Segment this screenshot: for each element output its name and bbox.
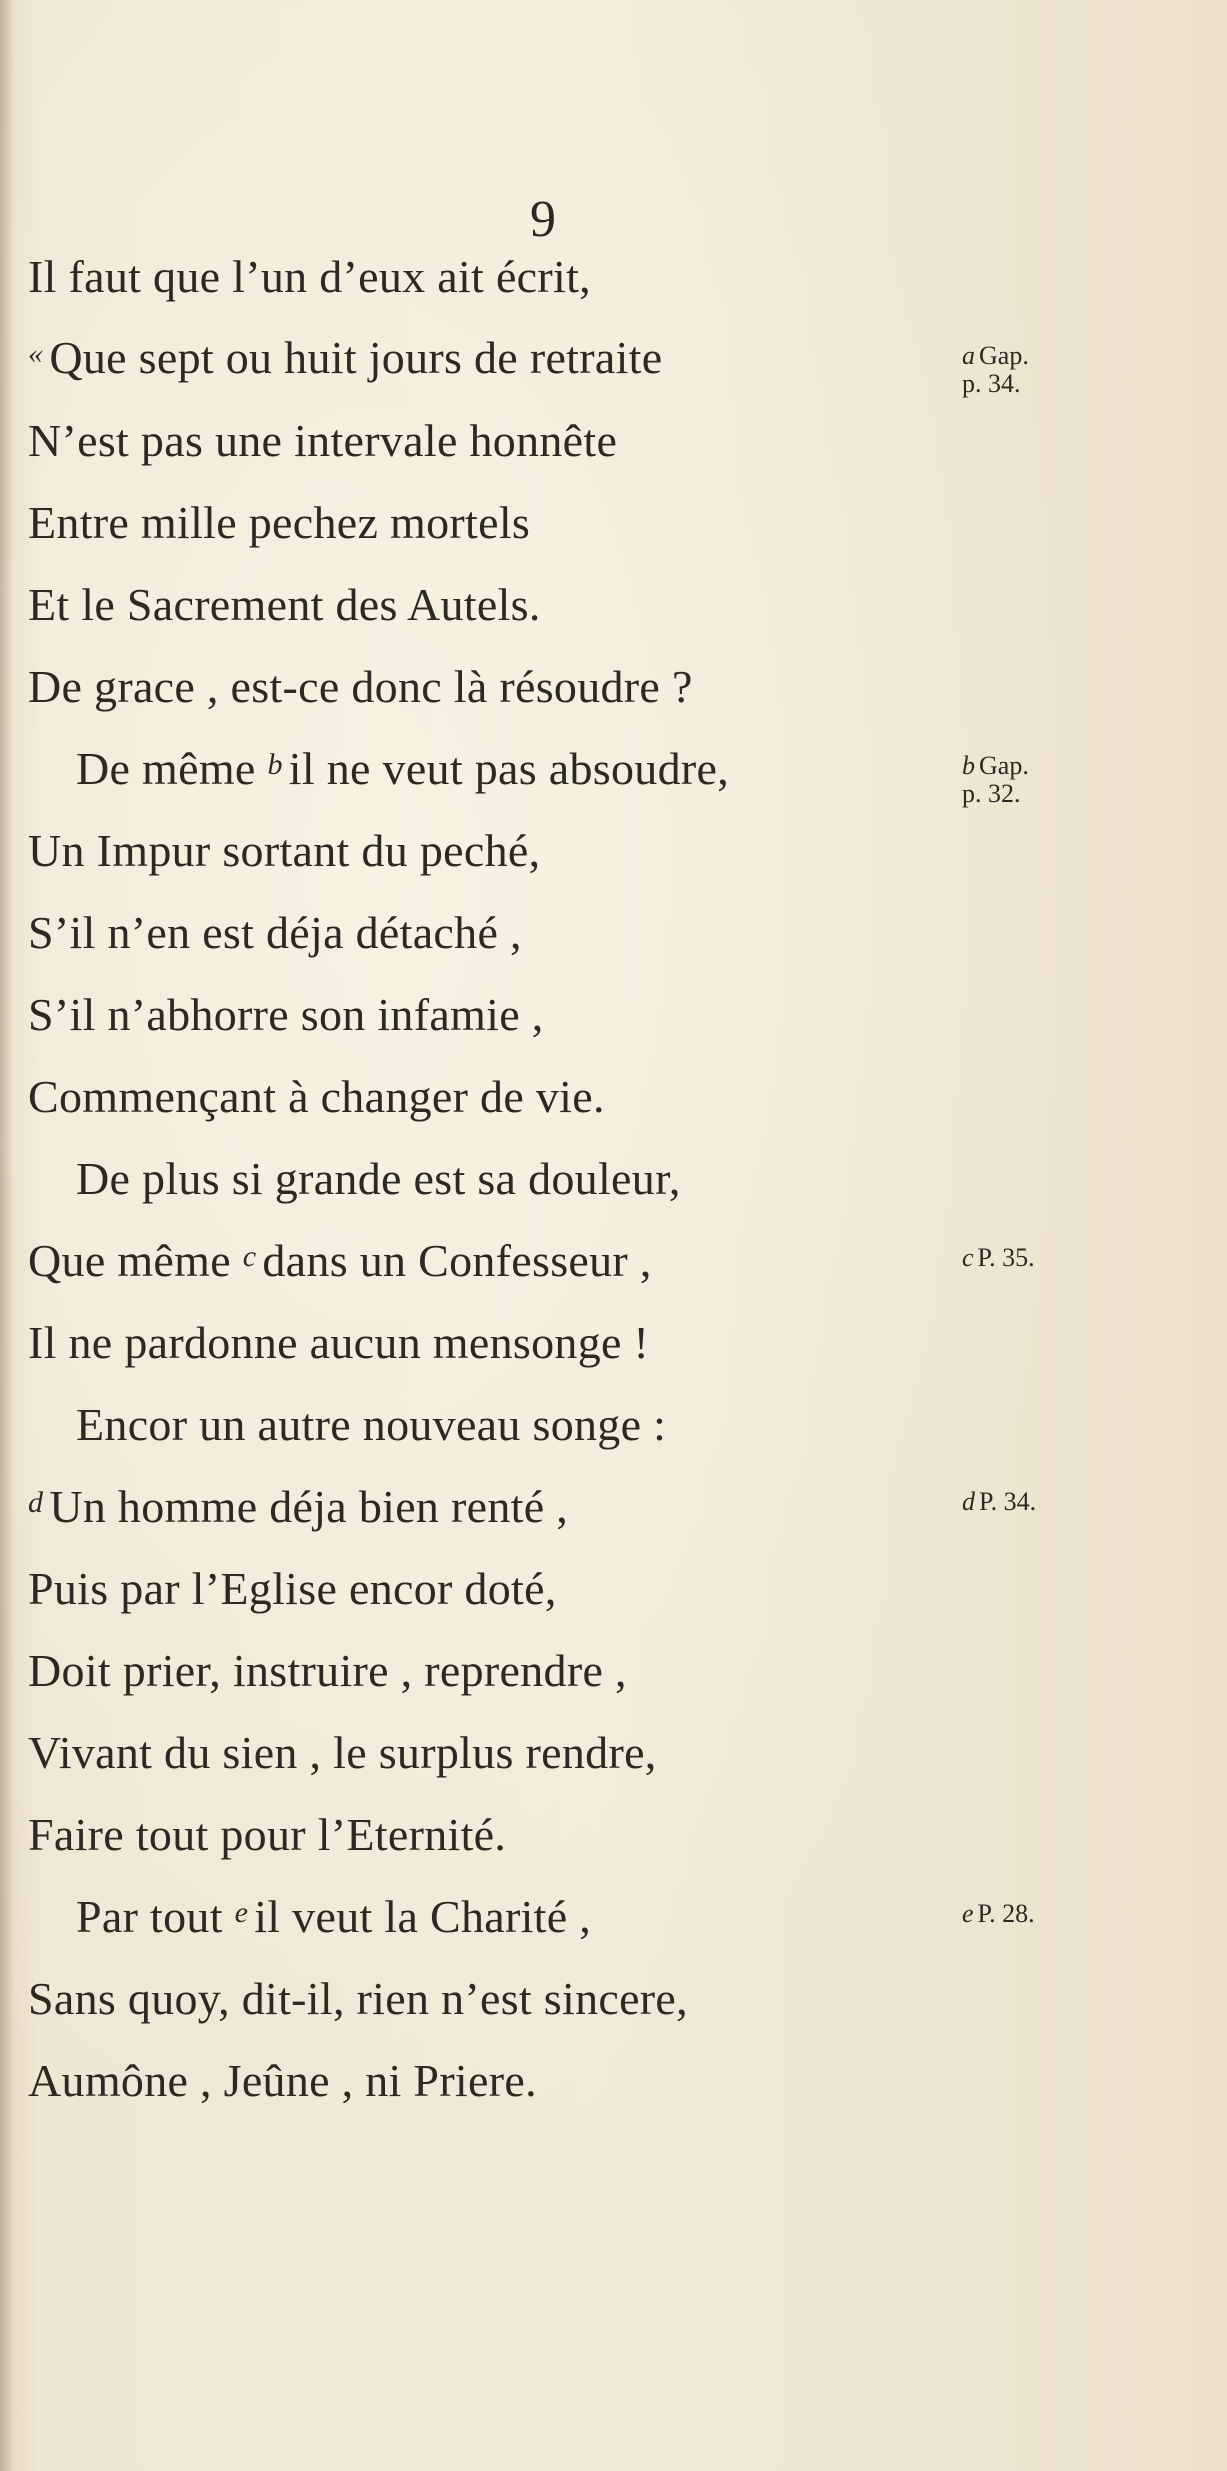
verse-line-8: Un Impur sortant du peché,	[28, 825, 541, 876]
verse-line-16: $^d$ Un homme déja bien renté ,	[28, 1481, 569, 1532]
verse-line-19: Vivant du sien , le surplus rendre,	[28, 1727, 657, 1778]
verse-line-3: N’est pas une intervale honnête	[28, 415, 618, 466]
page-number: 9	[530, 191, 556, 248]
verse-line-18: Doit prier, instruire , reprendre ,	[28, 1645, 627, 1696]
verse-line-10: S’il n’abhorre son infamie ,	[28, 989, 544, 1040]
margin-note-a: a Gap. p. 34.	[962, 341, 1029, 398]
footnote-marker-e: e	[234, 1896, 249, 1929]
verse-line-23: Aumône , Jeûne , ni Priere.	[28, 2055, 537, 2106]
verse-line-17: Puis par l’Eglise encor doté,	[28, 1563, 557, 1614]
margin-note-e: e P. 28.	[962, 1899, 1035, 1928]
margin-note-c: c P. 35.	[962, 1243, 1035, 1272]
footnote-marker-c: c	[242, 1240, 257, 1273]
margin-note-d: d P. 34.	[962, 1487, 1037, 1516]
verse-line-22: Sans quoy, dit-il, rien n’est sincere,	[28, 1973, 688, 2024]
verse-line-11: Commençant à changer de vie.	[28, 1071, 605, 1122]
verse-line-14: Il ne pardonne aucun mensonge !	[28, 1317, 650, 1368]
margin-note-b: b Gap. p. 32.	[962, 751, 1029, 808]
footnote-marker-a: «	[28, 337, 44, 370]
verse-line-21: Par tout $^e$ il veut la Charité ,	[76, 1891, 592, 1942]
verse-line-7: De même $^b$ il ne veut pas absoudre,	[76, 743, 730, 794]
verse-line-1: Il faut que l’un d’eux ait écrit,	[28, 251, 591, 302]
gutter-shadow	[0, 0, 14, 2471]
verse-line-4: Entre mille pechez mortels	[28, 497, 531, 548]
verse-line-6: De grace , est-ce donc là résoudre ?	[28, 661, 693, 712]
verse-line-20: Faire tout pour l’Eternité.	[28, 1809, 507, 1860]
verse-line-9: S’il n’en est déja détaché ,	[28, 907, 522, 958]
verse-line-12: De plus si grande est sa douleur,	[76, 1153, 681, 1204]
verse-line-13: Que même $^c$ dans un Confesseur ,	[28, 1235, 652, 1286]
verse-line-2: « Que sept ou huit jours de retraite	[28, 332, 663, 383]
verse-line-15: Encor un autre nouveau songe :	[76, 1399, 667, 1450]
verse-line-5: Et le Sacrement des Autels.	[28, 579, 541, 630]
footnote-marker-b: b	[267, 748, 283, 781]
footnote-marker-d: d	[28, 1486, 44, 1519]
